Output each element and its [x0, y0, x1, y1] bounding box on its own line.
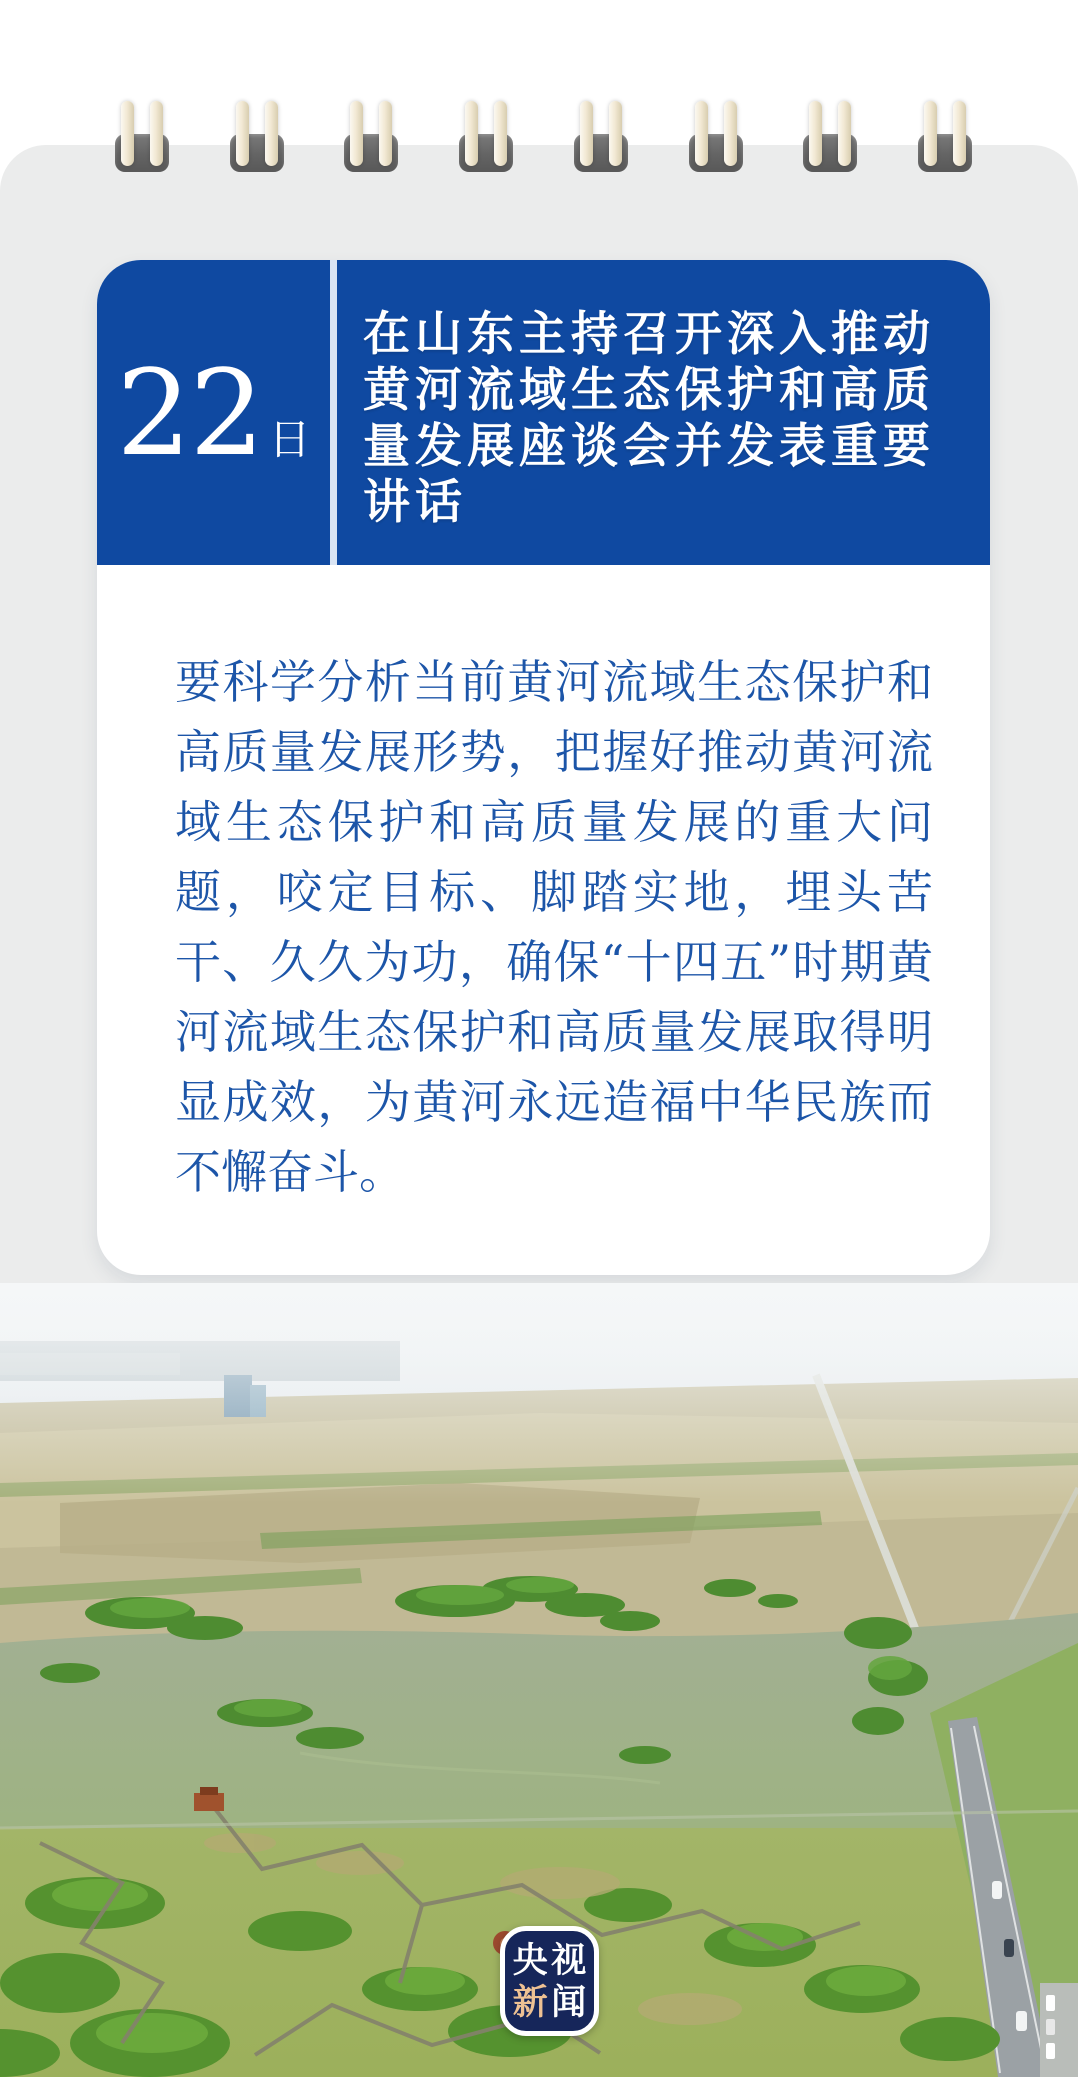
binding-ring [695, 101, 708, 166]
logo-char: 闻 [551, 1982, 587, 2022]
binding-ring [465, 101, 478, 166]
binding-ring [809, 101, 822, 166]
binding-ring [236, 101, 249, 166]
binding-ring [150, 101, 163, 166]
logo-char: 视 [551, 1940, 587, 1980]
date-block [97, 260, 330, 565]
date-number: 22 [116, 343, 263, 482]
binding-ring [580, 101, 593, 166]
binding-ring [724, 101, 737, 166]
binding-ring [838, 101, 851, 166]
header-divider [330, 260, 337, 565]
binding-ring [494, 101, 507, 166]
date-unit: 日 [268, 414, 311, 464]
logo-char: 新 [512, 1982, 548, 2022]
binding-ring [265, 101, 278, 166]
spiral-bindings [0, 0, 1078, 210]
headline-title: 在山东主持召开深入推动黄河流域生态保护和高质量发展座谈会并发表重要讲话 [363, 307, 935, 528]
card-header [97, 260, 990, 565]
quote-text: 要科学分析当前黄河流域生态保护和高质量发展形势，把握好推动黄河流域生态保护和高质量发展的重大问题，咬定目标、脚踏实地，埋头苦干、久久为功，确保“十四五”时期黄河流域生态保护和高质量发展取得明显成效，为黄河永远造福中华民族而不懈奋斗。 [175, 655, 933, 1199]
binding-ring [379, 101, 392, 166]
calendar-card [97, 260, 990, 1275]
cctv-news-logo [500, 1926, 599, 2036]
binding-ring [350, 101, 363, 166]
card-body [97, 565, 990, 1275]
binding-ring [953, 101, 966, 166]
date [116, 343, 311, 482]
binding-ring [924, 101, 937, 166]
binding-ring [121, 101, 134, 166]
logo-char: 央 [512, 1940, 548, 1980]
binding-ring [609, 101, 622, 166]
